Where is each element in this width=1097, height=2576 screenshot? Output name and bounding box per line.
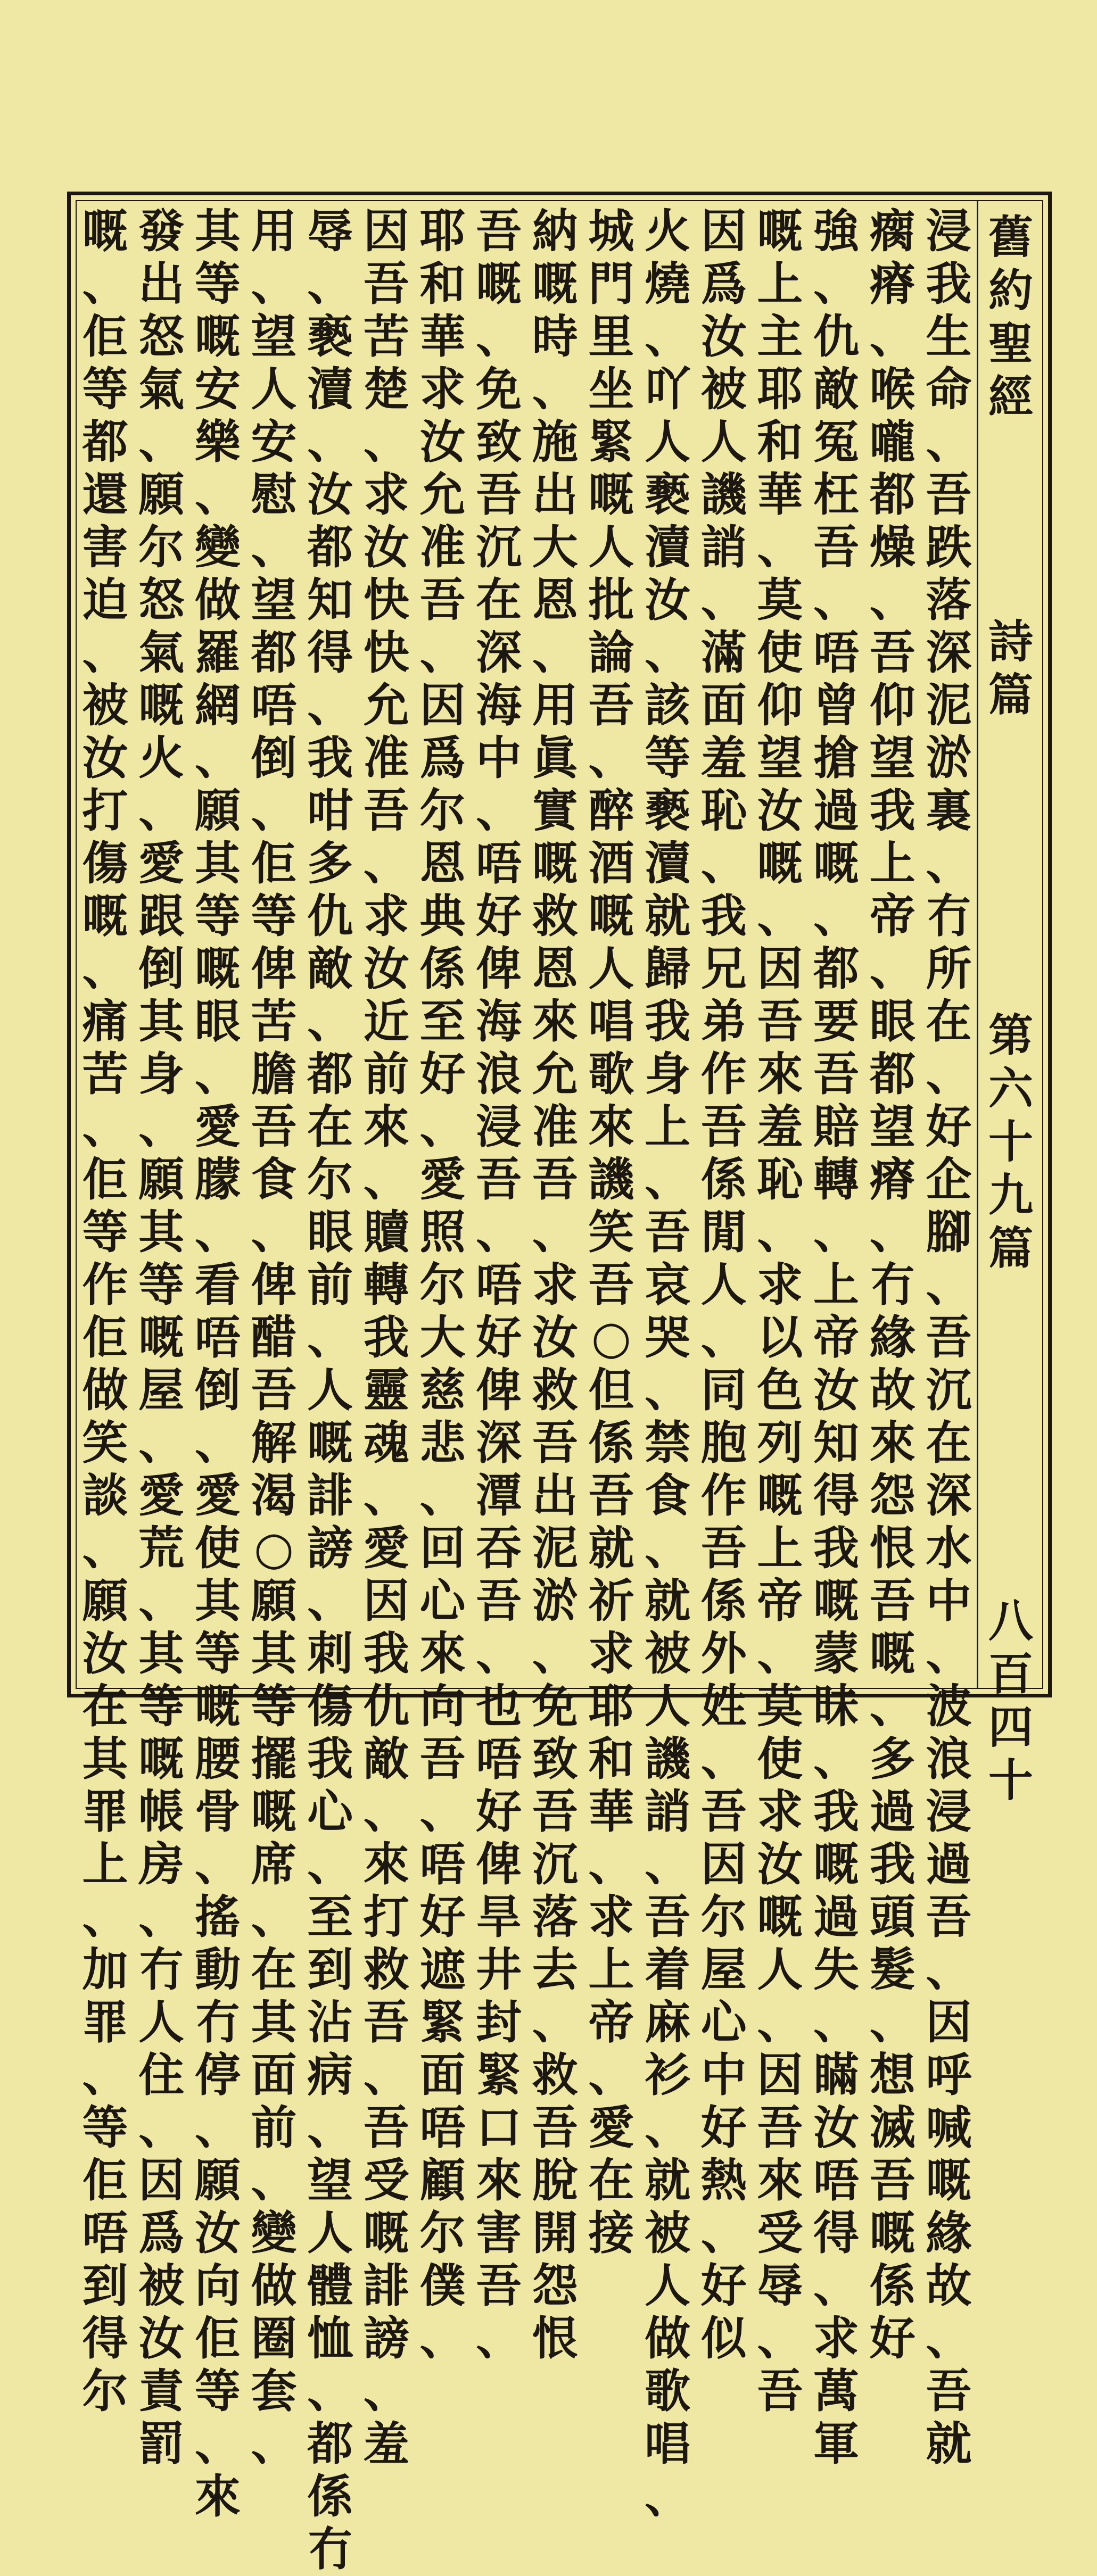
running-header: [979, 200, 1042, 1807]
header-divider: [977, 200, 978, 1689]
text-column-7: 城 門 里 坐 緊 嘅 人 批 論 吾 、 醉 酒 嘅 人 唱 歌 來 譏 笑 吾 ○ 但 係 吾 就 祈 求 耶 和 華 、 求 上 帝 、 愛 在 接: [588, 204, 634, 2260]
text-column-2: 瘸 瘠 、 喉 嚨 都 燥 、 吾 仰 望 我 上 帝 、 眼 都 望 瘠 、 冇 緣 故 來 怨 恨 吾 嘅 、 多 過 我 頭 髮 、 想 滅 吾 嘅 係 好: [869, 204, 915, 2365]
text-column-1: 浸 我 生 命 、 吾 跌 落 深 泥 淤 裏 、 冇 所 在 、 好 企 腳 、 吾 沉 在 深 水 中 、 波 浪 浸 過 吾 、 因 呼 喊 嘅 緣 故 、 吾 就: [926, 204, 972, 2471]
text-column-12: 辱 、 褻 瀆 、 汝 都 知 得 、 我 咁 多 仇 敵 、 都 在 尔 眼 前 、 人 嘅 誹 謗 、 刺 傷 我 心 、 至 到 沾 病 、 望 人 體 恤 、 都 係 冇: [307, 204, 353, 2576]
text-column-5: 因 爲 汝 被 人 譏 誚 、 滿 面 羞 恥 、 我 兄 弟 作 吾 係 閒 人 、 同 胞 作 吾 係 外 姓 、 吾 因 尔 屋 心 中 好 熱 、 好 似: [700, 204, 747, 2365]
text-column-11: 因 吾 苦 楚 、 求 汝 快 快 允 准 吾 、 求 汝 近 前 來 、 贖 轉 我 靈 魂 、 愛 因 我 仇 敵 、 來 打 救 吾 、 吾 受 嘅 誹 謗 、 羞: [363, 204, 409, 2471]
section-title: 詩 篇: [988, 615, 1033, 721]
text-column-15: 發 出 怒 氣 、 願 尔 怒 氣 嘅 火 、 愛 跟 倒 其 身 、 願 其 等 嘅 屋 、 愛 荒 、 其 等 嘅 帳 房 、 冇 人 住 、 因 爲 被 汝 責 罰: [138, 204, 185, 2471]
text-column-16: 嘅 、 佢 等 都 還 害 迫 、 被 汝 打 傷 嘅 、 痛 苦 、 佢 等 作 佢 做 笑 談 、 願 汝 在 其 罪 上 、 加 罪 、 等 佢 唔 到 得 尔: [82, 204, 128, 2418]
text-column-8: 納 嘅 時 、 施 出 大 恩 、 用 眞 實 嘅 救 恩 來 允 准 吾 、 求 汝 救 吾 出 泥 淤 、 免 致 吾 沉 落 去 、 救 吾 脫 開 怨 恨: [532, 204, 578, 2365]
text-body: [80, 204, 974, 2576]
chapter-heading: 第 六 十 九 篇: [988, 1009, 1033, 1274]
text-column-3: 強 、 仇 敵 冤 枉 吾 、 唔 曾 搶 過 嘅 、 都 要 吾 賠 轉 、 上 帝 汝 知 得 我 嘅 蒙 昧 、 我 嘅 過 失 、 瞞 汝 唔 得 、 求 萬 軍: [813, 204, 860, 2471]
page-number: 八 百 四 十: [988, 1594, 1033, 1807]
text-column-6: 火 燒 、 吖 人 褻 瀆 汝 、 該 等 褻 瀆 就 歸 我 身 上 、 吾 哀 哭 、 禁 食 、 就 被 人 譏 誚 、 吾 着 麻 衫 、 就 被 人 做 歌 唱 、: [645, 204, 691, 2523]
text-column-9: 吾 嘅 、 免 致 吾 沉 在 深 海 中 、 唔 好 俾 海 浪 浸 吾 、 唔 好 俾 深 潭 吞 吾 、 也 唔 好 俾 旱 井 封 緊 口 來 害 吾 、: [476, 204, 522, 2365]
text-column-14: 其 等 嘅 安 樂 、 變 做 羅 網 、 願 其 等 嘅 眼 、 愛 朦 、 看 唔 倒 、 愛 使 其 等 嘅 腰 骨 、 搖 動 冇 停 、 願 汝 向 佢 等 、 來: [194, 204, 241, 2523]
text-column-13: 用 、 望 人 安 慰 、 望 都 唔 倒 、 佢 等 俾 苦 膽 吾 食 、 俾 醋 吾 解 渴 ○ 願 其 等 擺 嘅 席 、 在 其 面 前 、 變 做 圈 套 、: [251, 204, 297, 2471]
book-title: 舊 約 聖 經: [988, 211, 1033, 423]
text-column-10: 耶 和 華 求 汝 允 准 吾 、 因 爲 尔 恩 典 係 至 好 、 愛 照 尔 大 慈 悲 、 回 心 來 向 吾 、 唔 好 遮 緊 面 唔 顧 尔 僕 、: [419, 204, 466, 2365]
text-column-4: 嘅 上 主 耶 和 華 、 莫 使 仰 望 汝 嘅 、 因 吾 來 羞 恥 、 求 以 色 列 嘅 上 帝 、 莫 使 求 汝 嘅 人 、 因 吾 來 受 辱 、 吾: [757, 204, 803, 2418]
